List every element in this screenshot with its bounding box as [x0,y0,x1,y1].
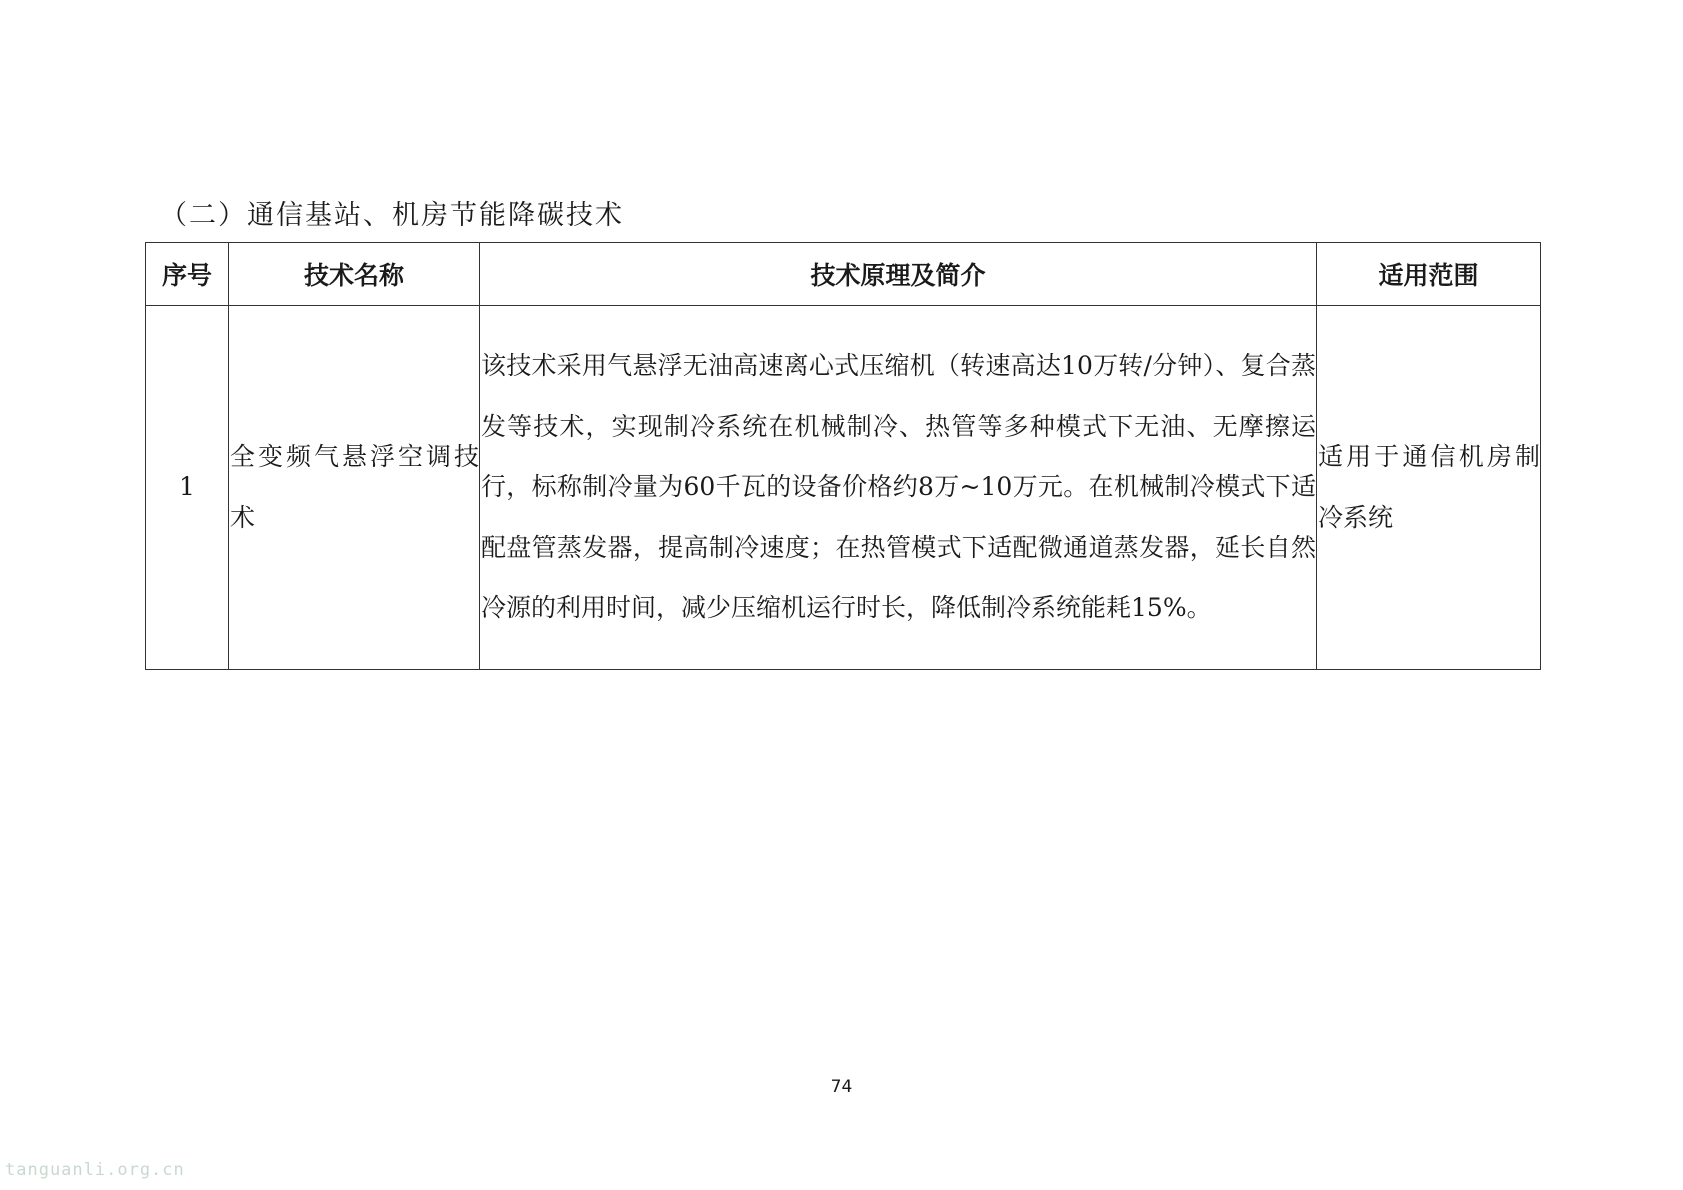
header-scope: 适用范围 [1317,243,1541,306]
row-seq: 1 [146,306,229,670]
section-title: （二）通信基站、机房节能降碳技术 [160,200,624,231]
row-desc: 该技术采用气悬浮无油高速离心式压缩机（转速高达10万转/分钟）、复合蒸发等技术，实现制冷系统在机械制冷、热管等多种模式下无油、无摩擦运行，标称制冷量为60千瓦的设备价格约8万~10万元。在机械制冷模式下适配盘管蒸发器，提高制冷速度；在热管模式下适配微通道蒸发器，延长自然冷源的利用时间，减少压缩机运行时长，降低制冷系统能耗15%。 [480,306,1317,670]
row-name: 全变频气悬浮空调技术 [229,306,480,670]
table-header-row [146,243,1541,306]
page-number: 74 [830,1077,853,1097]
table-row [146,306,1541,670]
header-desc: 技术原理及简介 [480,243,1317,306]
header-seq: 序号 [146,243,229,306]
technology-table [145,242,1541,670]
header-name: 技术名称 [229,243,480,306]
row-scope: 适用于通信机房制冷系统 [1317,306,1541,670]
watermark: tanguanli.org.cn [5,1160,185,1180]
